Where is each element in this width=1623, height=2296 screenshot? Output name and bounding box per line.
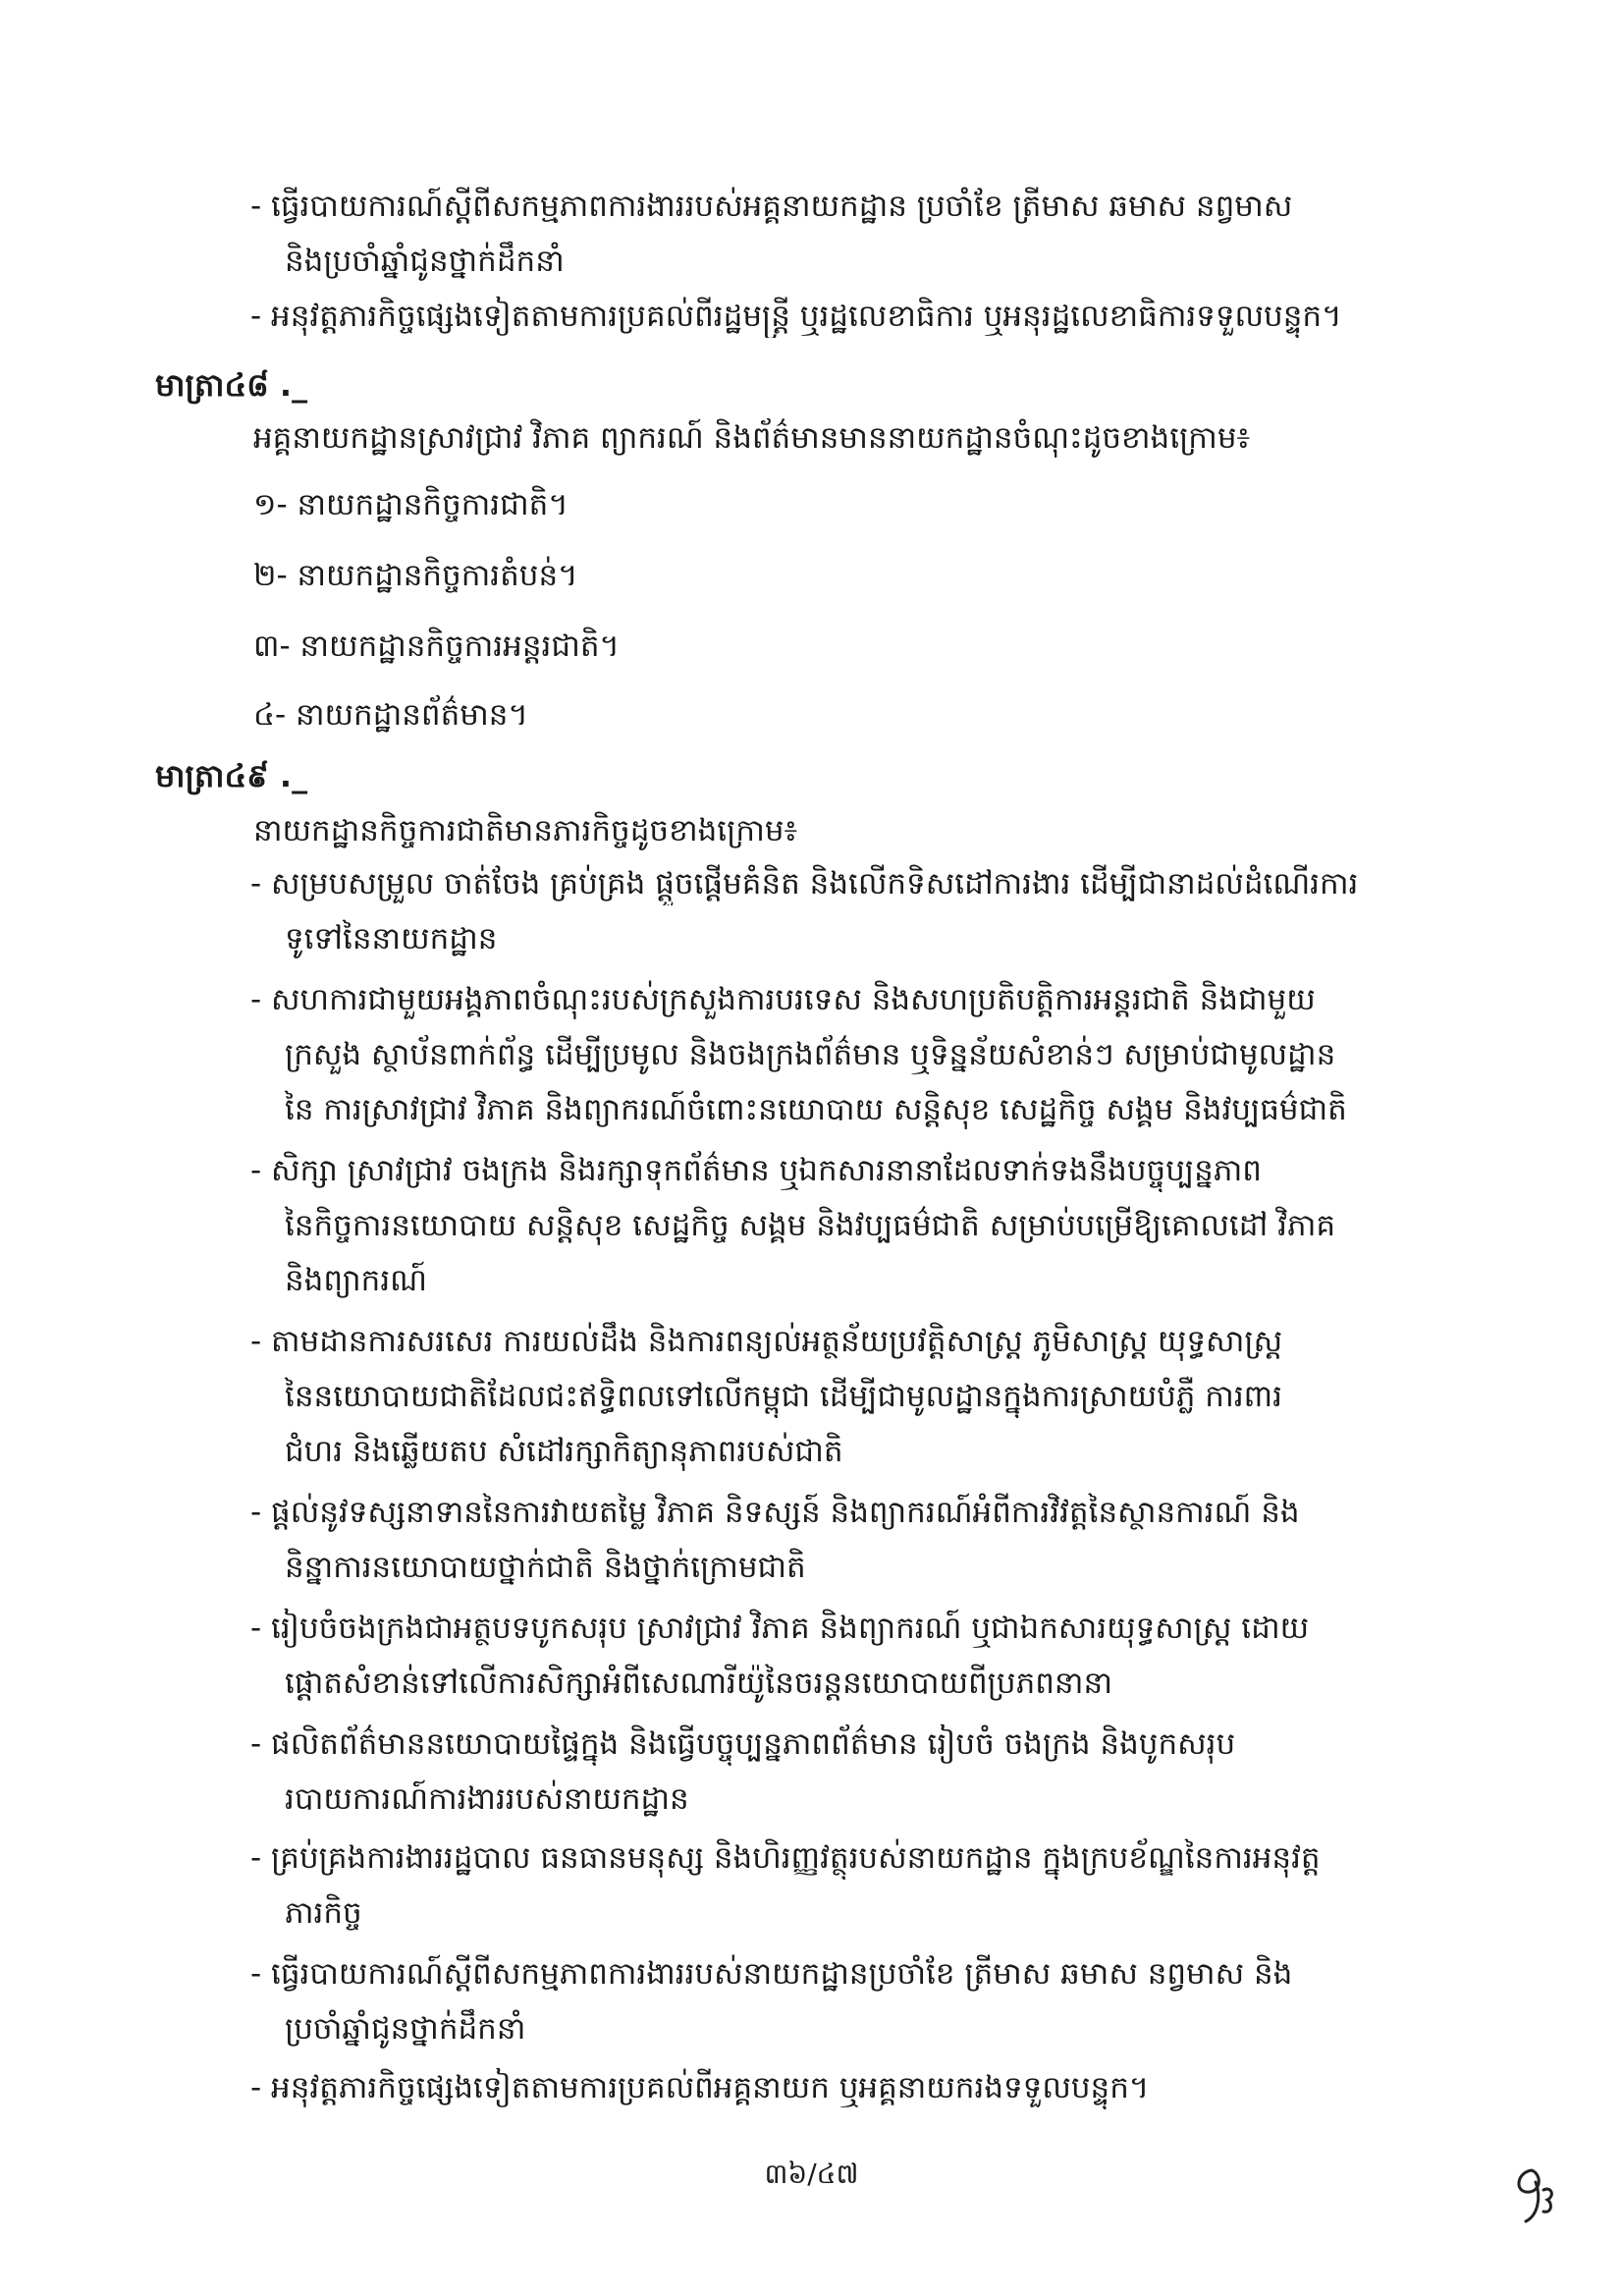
article-49-item-6-line-2: ផ្តោតសំខាន់ទៅលើការសិក្សាអំពីសេណារីយ៉ូនៃចរន្តនយោបាយពីប្រភពនានា xyxy=(285,1666,1112,1701)
article-49-item-7-line-2: របាយការណ៍ការងាររបស់នាយកដ្ឋាន xyxy=(285,1781,689,1817)
article-49-item-10-line-1: - អនុវត្តភារកិច្ចផ្សេងទៀតតាមការប្រគល់ពីអគ្គនាយក ឬអគ្គនាយករងទទួលបន្ទុក។ xyxy=(250,2070,1150,2105)
article-49-item-5-line-1: - ផ្តល់នូវទស្សនាទាននៃការវាយតម្លៃ វិភាគ និទស្សន៍ និងព្យាករណ៍អំពីការវិវត្តនៃស្ថានការណ៍ និង xyxy=(250,1495,1300,1530)
article-48-list-item-2: ២- នាយកដ្ឋានកិច្ចការតំបន់។ xyxy=(253,558,578,593)
article-49-item-8-line-2: ភារកិច្ច xyxy=(285,1895,362,1931)
article-49-item-4-line-3: ជំហរ និងឆ្លើយតប សំដៅរក្សាកិត្យានុភាពរបស់ជាតិ xyxy=(285,1434,843,1469)
article-49-item-2-line-3: នៃ ការស្រាវជ្រាវ វិភាគ និងព្យាករណ៍ចំពោះនយោបាយ សន្តិសុខ សេដ្ឋកិច្ច សង្គម និងវប្បធម៌ជាតិ xyxy=(285,1092,1347,1127)
article-49-item-4-line-1: - តាមដានការសរសេរ ការយល់ដឹង និងការពន្យល់អត្ថន័យប្រវត្តិសាស្ត្រ ភូមិសាស្ត្រ យុទ្ធសាស្ត្រ xyxy=(250,1324,1283,1359)
article-49-item-3-line-1: - សិក្សា ស្រាវជ្រាវ ចងក្រង និងរក្សាទុកព័ត៌មាន ឬឯកសារនានាដែលទាក់ទងនឹងបច្ចុប្បន្នភាព xyxy=(250,1153,1262,1188)
prev-item-1-line-1: - ធ្វើរបាយការណ៍ស្តីពីសកម្មភាពការងាររបស់អគ្គនាយកដ្ឋាន ប្រចាំខែ ត្រីមាស ឆមាស នព្វមាស xyxy=(250,189,1293,224)
article-49-item-5-line-2: និន្នាការនយោបាយថ្នាក់ជាតិ និងថ្នាក់ក្រោមជាតិ xyxy=(285,1550,806,1585)
article-49-item-2-line-2: ក្រសួង ស្ថាប័នពាក់ព័ន្ធ ដើម្បីប្រមូល និងចងក្រងព័ត៌មាន ឬទិន្នន័យសំខាន់ៗ សម្រាប់ជាមូលដ្ឋាន xyxy=(285,1037,1336,1072)
handwritten-initials-icon xyxy=(1502,2160,1561,2229)
article-48-list-item-4: ៤- នាយកដ្ឋានព័ត៌មាន។ xyxy=(253,697,528,733)
article-48-intro: អគ្គនាយកដ្ឋានស្រាវជ្រាវ វិភាគ ព្យាករណ៍ និងព័ត៌មានមាននាយកដ្ឋានចំណុះដូចខាងក្រោម៖ xyxy=(253,420,1251,456)
article-49-intro: នាយកដ្ឋានកិច្ចការជាតិមានភារកិច្ចដូចខាងក្រោម៖ xyxy=(253,813,798,848)
article-49-item-3-line-2: នៃកិច្ចការនយោបាយ សន្តិសុខ សេដ្ឋកិច្ច សង្គម និងវប្បធម៌ជាតិ សម្រាប់បម្រើឱ្យគោលដៅ វិភាគ xyxy=(285,1208,1336,1243)
article-49-item-9-line-2: ប្រចាំឆ្នាំជូនថ្នាក់ដឹកនាំ xyxy=(285,2011,526,2047)
article-49-item-4-line-2: នៃនយោបាយជាតិដែលជះឥទ្ធិពលទៅលើកម្ពុជា ដើម្បីជាមូលដ្ឋានក្នុងការស្រាយបំភ្លឺ ការពារ xyxy=(285,1379,1283,1414)
article-49-item-1-line-1: - សម្របសម្រួល ចាត់ចែង គ្រប់គ្រង ផ្តួចផ្តើមគំនិត និងលើកទិសដៅការងារ ដើម្បីជានាដល់ដំណើរការ xyxy=(250,866,1359,902)
prev-item-2-line-1: - អនុវត្តភារកិច្ចផ្សេងទៀតតាមការប្រគល់ពីរដ្ឋមន្រ្តី ឬរដ្ឋលេខាធិការ ឬអនុរដ្ឋលេខាធិការទទួលបន្ទុក។ xyxy=(250,299,1342,334)
article-49-item-2-line-1: - សហការជាមួយអង្គភាពចំណុះរបស់ក្រសួងការបរទេស និងសហប្រតិបត្តិការអន្តរជាតិ និងជាមួយ xyxy=(250,982,1316,1017)
article-49-item-1-line-2: ទូទៅនៃនាយកដ្ឋាន xyxy=(285,921,498,957)
prev-item-1-line-2: និងប្រចាំឆ្នាំជូនថ្នាក់ដឹកនាំ xyxy=(285,244,565,279)
article-48-list-item-1: ១- នាយកដ្ឋានកិច្ចការជាតិ។ xyxy=(253,487,568,522)
article-49-item-8-line-1: - គ្រប់គ្រងការងាររដ្ឋបាល ធនធានមនុស្ស និងហិរញ្ញវត្ថុរបស់នាយកដ្ឋាន ក្នុងក្របខ័ណ្ឌនៃការអនុវត្ត xyxy=(250,1840,1321,1876)
article-49-item-3-line-3: និងព្យាករណ៍ xyxy=(285,1263,428,1298)
article-48-list-item-3: ៣- នាយកដ្ឋានកិច្ចការអន្តរជាតិ។ xyxy=(253,629,620,664)
article-49-item-9-line-1: - ធ្វើរបាយការណ៍ស្តីពីសកម្មភាពការងាររបស់នាយកដ្ឋានប្រចាំខែ ត្រីមាស ឆមាស នព្វមាស និង xyxy=(250,1956,1293,1992)
article-48-heading: មាត្រា៤៨ ._ xyxy=(155,366,308,404)
page-number: ៣៦/៤៧ xyxy=(764,2158,859,2190)
article-49-heading: មាត្រា៤៩ ._ xyxy=(155,757,308,794)
article-49-item-7-line-1: - ផលិតព័ត៌មាននយោបាយផ្ទៃក្នុង និងធ្វើបច្ចុប្បន្នភាពព័ត៌មាន រៀបចំ ចងក្រង និងបូកសរុប xyxy=(250,1726,1236,1762)
article-49-item-6-line-1: - រៀបចំចងក្រងជាអត្ថបទបូកសរុប ស្រាវជ្រាវ វិភាគ និងព្យាករណ៍ ឬជាឯកសារយុទ្ធសាស្ត្រ ដោយ xyxy=(250,1611,1310,1646)
